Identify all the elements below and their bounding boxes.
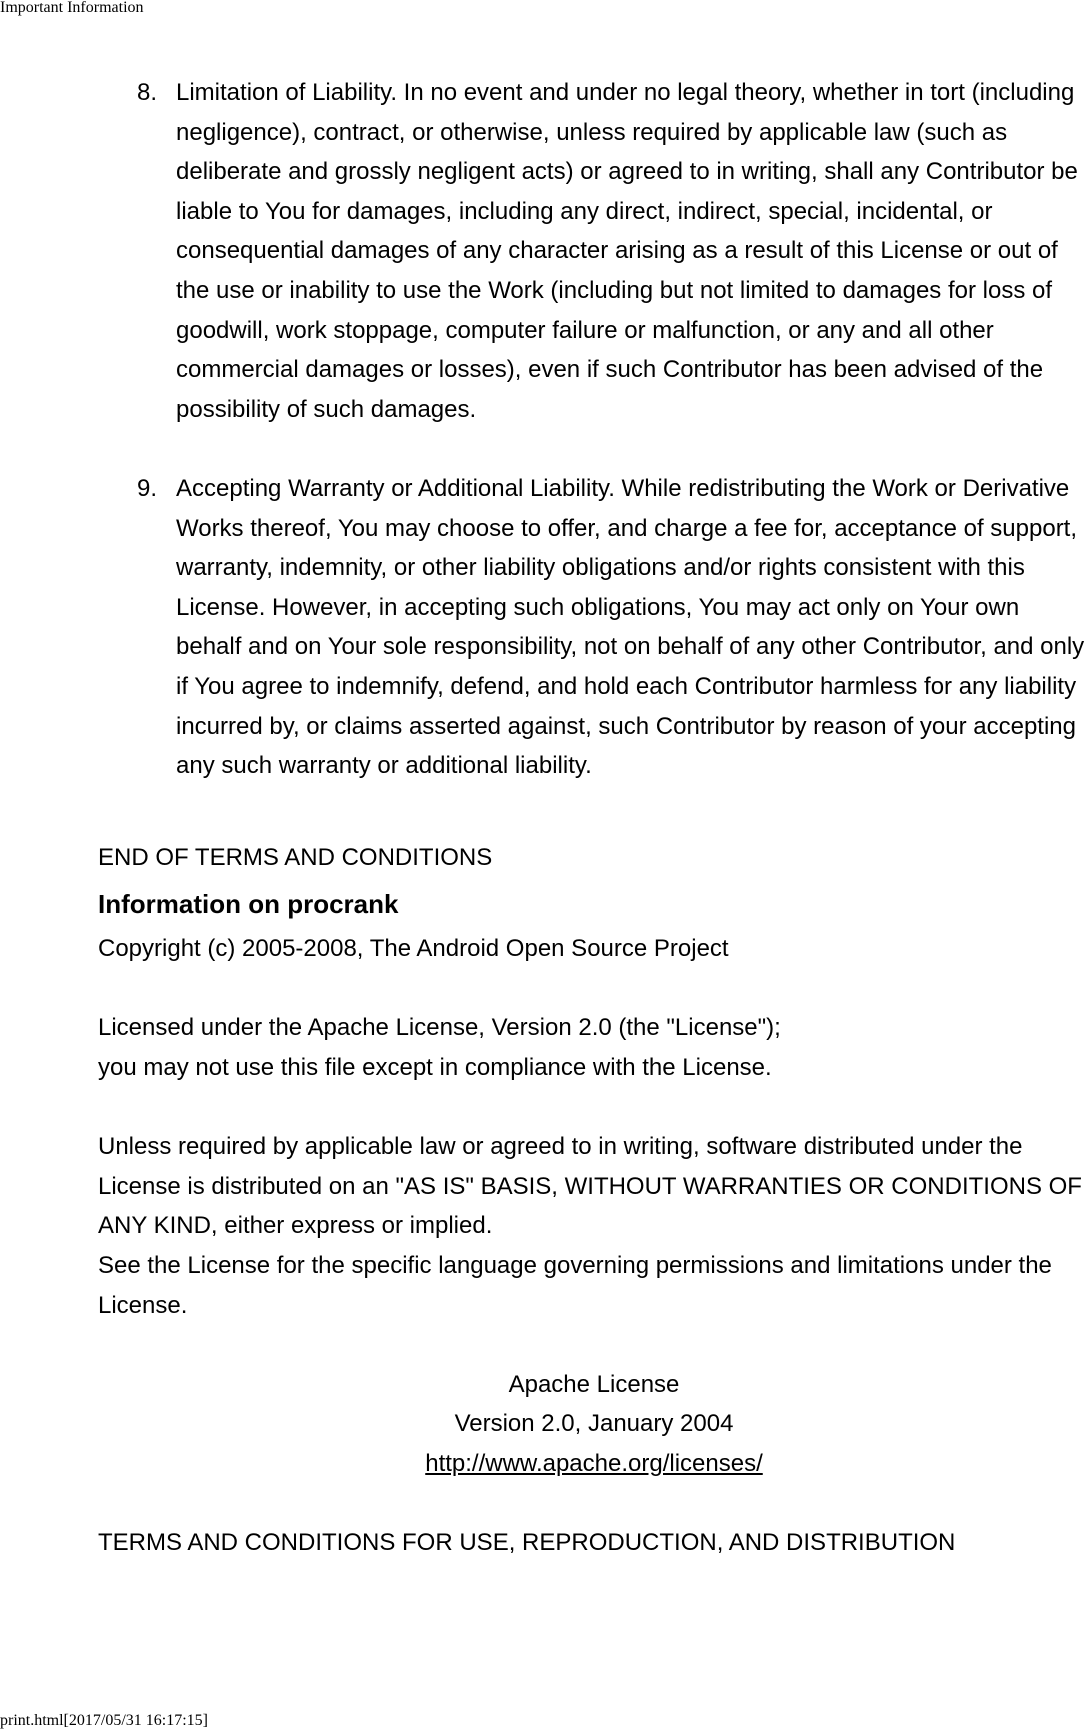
end-of-terms: END OF TERMS AND CONDITIONS (98, 843, 493, 871)
see-license-text: See the License for the specific language governing permissions and limitations under the License. (98, 1252, 1052, 1319)
license-section-8 (98, 73, 1089, 429)
section-text: Limitation of Liability. In no event and under no legal theory, whether in tort (including negligence), contract, or otherwise, unless required by applicable law (such as deliberate and grossly negligent acts) or agreed to in writing, shall any Contributor be liable to You for damages, including any direct, indirect, special, incidental, or consequential damages of any character arising as a result of this License or out of the use or inability to use the Work (including but not limited to damages for loss of goodwill, work stoppage, computer failure or malfunction, or any and all other commercial damages or losses), even if such Contributor has been advised of the possibility of such damages. (176, 79, 1078, 423)
print-footer-source: print.html[2017/05/31 16:17:15] (0, 1712, 208, 1729)
copyright-notice: Copyright (c) 2005-2008, The Android Open Source Project (98, 935, 729, 963)
apache-license-link[interactable]: http://www.apache.org/licenses/ (425, 1450, 763, 1477)
section-text: Accepting Warranty or Additional Liability. While redistributing the Work or Derivative Works thereof, You may choose to offer, and charge a fee for, acceptance of support, warranty, indemnity, or other liability obligations and/or rights consistent with this License. However, in accepting such obligations, You may act only on Your own behalf and on Your sole responsibility, not on behalf of any other Contributor, and only if You agree to indemnify, defend, and hold each Contributor harmless for any liability incurred by, or claims asserted against, such Contributor by reason of your accepting any such warranty or additional liability. (176, 474, 1085, 780)
licensed-line-2: you may not use this file except in compliance with the License. (98, 1054, 772, 1082)
apache-license-title: Apache License (508, 1370, 680, 1398)
document-content (98, 73, 1089, 1563)
unless-required-text: Unless required by applicable law or agreed to in writing, software distributed under the License is distributed on an "AS IS" BASIS, WITHOUT WARRANTIES OR CONDITIONS OF ANY KIND, either express or implied. (98, 1133, 1082, 1240)
terms-conditions-heading: TERMS AND CONDITIONS FOR USE, REPRODUCTION, AND DISTRIBUTION (98, 1529, 956, 1557)
section-number: 8. (136, 79, 157, 106)
info-heading: Information on procrank (98, 889, 399, 920)
section-number: 9. (136, 474, 157, 502)
apache-license-version: Version 2.0, January 2004 (454, 1410, 734, 1438)
license-section-9 (98, 469, 1089, 786)
print-header-title: Important Information (0, 0, 144, 16)
licensed-line-1: Licensed under the Apache License, Version 2.0 (the "License"); (98, 1014, 781, 1042)
